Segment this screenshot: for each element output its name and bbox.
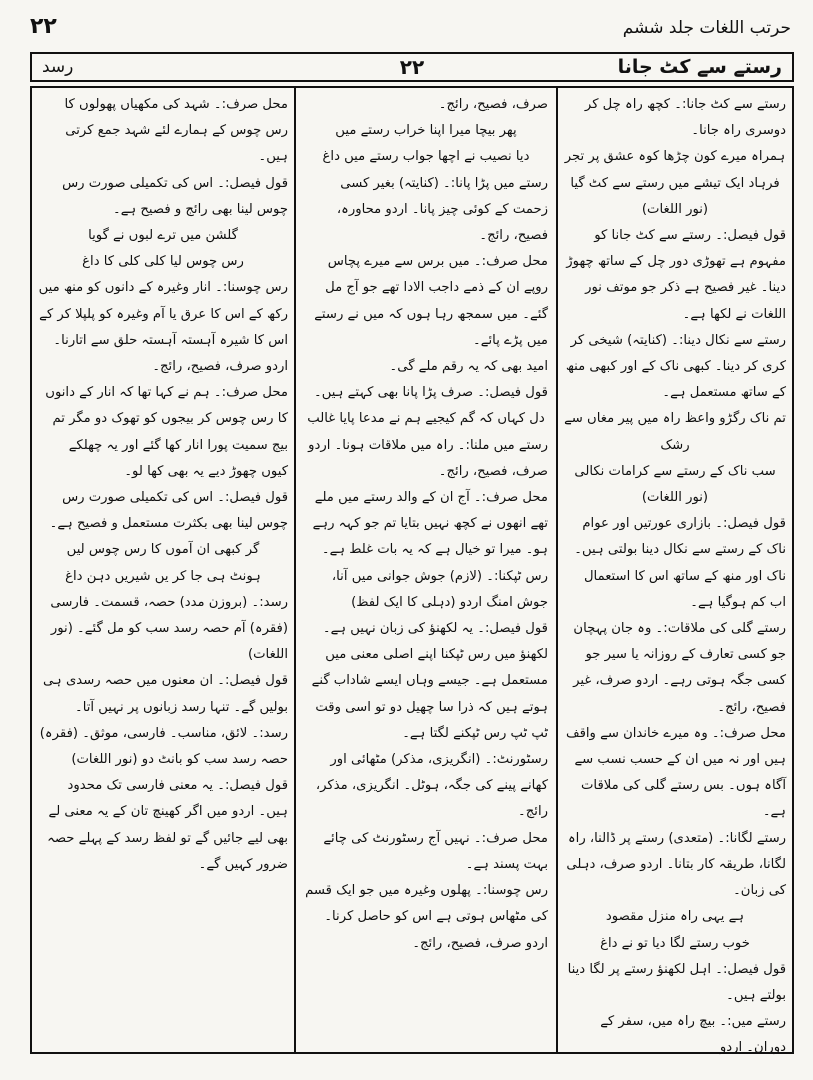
- entry-paragraph: قول فیصل:۔ اہل لکھنؤ رستے پر لگا دینا بولتے ہیں۔: [567, 961, 786, 1003]
- entry-paragraph: رس ٹپکنا:۔ (لازم) جوش جوانی میں آنا، جوش امنگ اردو (دہلی کا ایک لفظ): [331, 568, 548, 610]
- running-head-page-number: ٢٢: [30, 14, 57, 39]
- entry-paragraph: رس چوسنا:۔ انار وغیرہ کے دانوں کو منھ میں رکھ کے اس کا عرق یا آم وغیرہ کو پلپلا کر کے اس کا شیرہ آہستہ آہستہ حلق سے اتارنا۔ اردو صرف، فصیح، رائج۔: [38, 280, 288, 375]
- entry-paragraph: محل صرف:۔ نہیں آج رسٹورنٹ کی چائے بہت پسند ہے۔: [323, 830, 548, 872]
- entry-paragraph: محل صرف:۔ میں برس سے میرے پچاس روپے ان کے ذمے داجب الادا تھے جو آج مل گئے۔ میں سمجھ رہا ہوں کہ میں نے رستے میں پڑے پائے۔: [314, 254, 548, 348]
- verse-line: ہونٹ ہی جا کر یں شیریں دہن داغ: [65, 568, 261, 584]
- verse-line: تم ناک رگڑو واعظ راہ میں پیر مغاں سے رشک: [564, 411, 786, 453]
- running-head: [0, 12, 813, 48]
- verse-line: ہمراہ میرے کون چڑھا کوہ عشق پر تجر: [564, 149, 786, 165]
- verse-line: دل کہاں کہ گم کیجیے ہم نے مدعا پایا غالب: [307, 411, 545, 427]
- entry-paragraph: قول فیصل:۔ رستے سے کٹ جانا کو مفہوم ہے تھوڑی دور چل کے ساتھ چھوڑ دینا۔ غیر فصیح ہے ذکر جو موتف نور اللغات نے لکھا ہے۔: [566, 228, 786, 322]
- entry-paragraph: رسد:۔ (بروزن مدد) حصہ، قسمت۔ فارسی (فقرہ) آم حصہ رسد سب کو مل گئے۔ (نور اللغات): [50, 594, 288, 663]
- entry-paragraph: قول فیصل:۔ بازاری عورتیں اور عوام ناک کے رستے سے نکال دینا بولتی ہیں۔ ناک اور منھ کے ساتھ اس کا استعمال اب کم ہوگیا ہے۔: [574, 516, 786, 610]
- entry-paragraph: رستے سے کٹ جانا:۔ کچھ راہ چل کر دوسری راہ جانا۔: [584, 97, 786, 139]
- column-middle: [304, 92, 548, 1042]
- verse-line: گلشن میں ترے لبوں نے گویا: [88, 228, 238, 244]
- entry-paragraph: محل صرف:۔ ہم نے کہا تھا کہ انار کے دانوں کا رس چوس کر بیجوں کو تھوک دو مگر تم بیج سمیت پورا انار کھا گئے اور یہ چھلکے کیوں چھوڑ دیے یہ بھی کھا لو۔: [45, 385, 288, 479]
- entry-paragraph: قول فیصل:۔ اس کی تکمیلی صورت رس چوس لینا بھی رائج و فصیح ہے۔: [62, 175, 288, 217]
- verse-line: پھر بیچا میرا اپنا خراب رستے میں: [335, 123, 517, 139]
- column-left: [38, 92, 288, 1042]
- entry-paragraph: رستے میں ملنا:۔ راہ میں ملاقات ہونا۔ اردو صرف، فصیح، رائج۔: [308, 437, 548, 479]
- entry-paragraph: صرف، فصیح، رائج۔: [438, 97, 548, 112]
- entry-paragraph: محل صرف:۔ آج ان کے والد رستے میں ملے تھے انھوں نے کچھ نہیں بتایا تم جو کہہ رہے ہو۔ میرا تو خیال ہے کہ یہ بات غلط ہے۔: [312, 490, 548, 558]
- entry-paragraph: رستے میں پڑا پانا:۔ (کنایتہ) بغیر کسی زحمت کے کوئی چیز پانا۔ اردو محاورہ، فصیح، رائج۔: [336, 175, 548, 244]
- entry-paragraph: قول فیصل:۔ یہ معنی فارسی تک محدود ہیں۔ اردو میں اگر کھینچ تان کے یہ معنی لے بھی لیے جائیں گے تو لفظ رسد کے پہلے حصہ ضرور کہیں گے۔: [47, 778, 288, 872]
- verse-line: سب ناک کے رستے سے کرامات نکالی (نور اللغات): [574, 463, 776, 506]
- entry-paragraph: رستے لگانا:۔ (متعدی) رستے پر ڈالنا، راہ لگانا، طریقہ کار بتانا۔ اردو صرف، دہلی کی زبان۔: [566, 830, 786, 899]
- verse-line: رس چوس لیا کلی کلی کا داغ: [82, 254, 244, 270]
- entry-paragraph: محل صرف:۔ وہ میرے خاندان سے واقف ہیں اور نہ میں ان کے حسب نسب سے آگاہ ہوں۔ بس رستے گلی کی ملاقات ہے۔: [565, 725, 786, 820]
- entry-paragraph: رسد:۔ لائق، مناسب۔ فارسی، موثق۔ (فقرہ) حصہ رسد سب کو بانٹ دو (نور اللغات): [39, 725, 288, 768]
- entry-paragraph: رستے سے نکال دینا:۔ (کنایتہ) شیخی کر کری کر دینا۔ کبھی ناک کے اور کبھی منھ کے ساتھ مستعمل ہے۔: [565, 332, 786, 401]
- entry-paragraph: قول فیصل:۔ یہ لکھنؤ کی زبان نہیں ہے۔ لکھنؤ میں رس ٹپکنا اپنے اصلی معنی میں مستعمل ہے۔ جیسے وہاں ایسے شاداب گنے ہوتے ہیں کہ ذرا سا چھیل دو تو اسی وقت ٹپ ٹپ رس ٹپکنے لگتا ہے۔: [311, 621, 548, 741]
- entry-paragraph: قول فیصل:۔ ان معنوں میں حصہ رسدی ہی بولیں گے۔ تنہا رسد زبانوں پر نہیں آتا۔: [43, 673, 288, 715]
- running-head-title: حرتب اللغات جلد ششم: [622, 18, 791, 38]
- header-box: [30, 52, 794, 82]
- entry-paragraph: قول فیصل:۔ اس کی تکمیلی صورت رس چوس لینا بھی بکثرت مستعمل و فصیح ہے۔: [49, 490, 288, 532]
- verse-line: گر کبھی ان آموں کا رس چوس لیں: [66, 542, 260, 558]
- entry-paragraph: قول فیصل:۔ صرف پڑا پانا بھی کہتے ہیں۔: [314, 385, 548, 401]
- entry-paragraph: رسٹورنٹ:۔ (انگریزی، مذکر) مٹھائی اور کھانے پینے کی جگہ، ہوٹل۔ انگریزی، مذکر، رائج۔: [315, 752, 548, 820]
- entry-paragraph: رستے گلی کی ملاقات:۔ وہ جان پہچان جو کسی تعارف کے روزانہ یا سیر جو کسی جگہ ہوتی رہے۔ اردو صرف، غیر فصیح، رائج۔: [573, 621, 786, 715]
- entry-paragraph: رستے میں:۔ بیچ راہ میں، سفر کے دوران۔ اردو: [600, 1014, 786, 1056]
- verse-line: فرہاد ایک تیشے میں رستے سے کٹ گیا (نور اللغات): [570, 175, 780, 217]
- verse-line: دیا نصیب نے اچھا جواب رستے میں داغ: [322, 149, 530, 165]
- column-right: [564, 92, 786, 1056]
- entry-paragraph: محل صرف:۔ شہد کی مکھیاں پھولوں کا رس چوس کے ہمارے لئے شہد جمع کرتی ہیں۔: [64, 97, 288, 165]
- header-page-number: ٢٢: [399, 55, 425, 79]
- header-left-label: رسد: [42, 57, 74, 77]
- entry-paragraph: رس چوسنا:۔ پھلوں وغیرہ میں جو ایک قسم کی مٹھاس ہوتی ہے اس کو حاصل کرنا۔ اردو صرف، فصیح، رائج۔: [305, 883, 548, 951]
- column-divider: [294, 86, 296, 1054]
- entry-paragraph: امید بھی کہ یہ رقم ملے گی۔: [389, 359, 548, 375]
- verse-line: ہے یہی راہ منزل مقصود: [605, 909, 745, 925]
- column-divider: [556, 86, 558, 1054]
- header-right-label: رستے سے کٹ جانا: [617, 56, 782, 78]
- verse-line: خوب رستے لگا دیا تو نے داغ: [600, 935, 750, 951]
